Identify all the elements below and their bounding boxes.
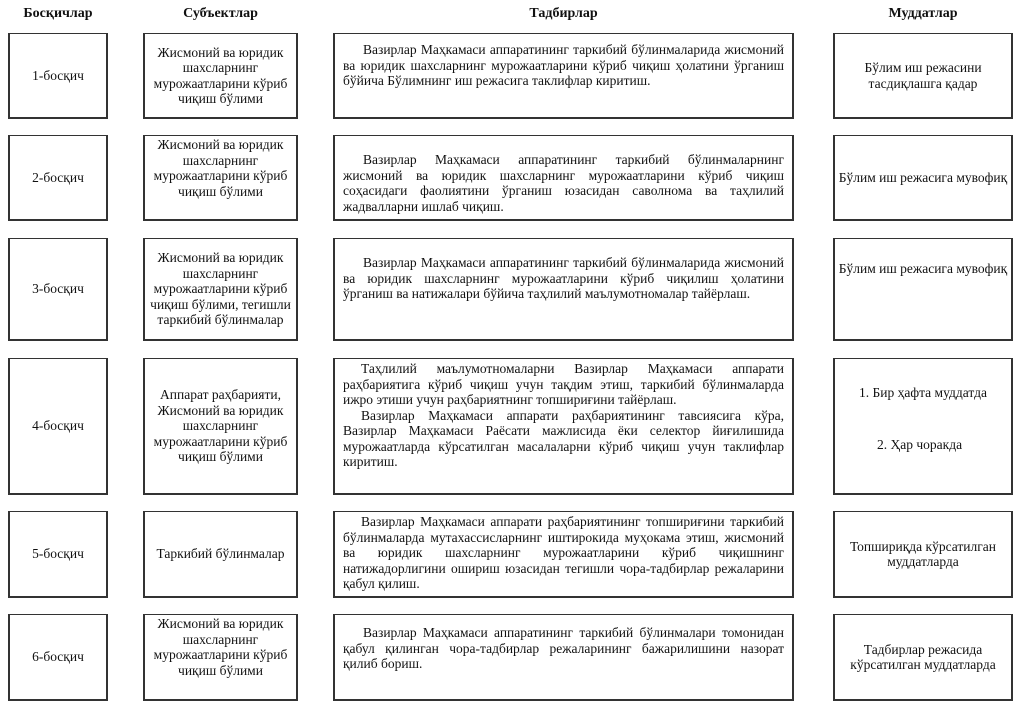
action-text: Вазирлар Маҳкамаси аппаратининг таркибий бўлинмаларида жисмоний ва юридик шахсларнинг мурожаатларини кўриб чиқилиш ҳолатини ўрганиш ва натижалари бўйича таҳлилий маълумотномалар тайёрлаш. [343, 255, 784, 301]
stage-box [8, 135, 108, 221]
subject-text: Жисмоний ва юридик шахсларнинг мурожаатларини кўриб чиқиш бўлими [153, 616, 288, 678]
subject-text: Жисмоний ва юридик шахсларнинг мурожаатларини кўриб чиқиш бўлими [153, 137, 288, 199]
action-text: Вазирлар Маҳкамаси аппарати раҳбариятининг тавсиясига кўра, Вазирлар Маҳкамаси Раёсати мажлисида ёки селектор йиғилишида мурожаатларда кўрсатилган масалаларни кўриб чиқиш учун таклифлар киритиш. [343, 407, 784, 469]
subject-text: Аппарат раҳбарияти, Жисмоний ва юридик шахсларнинг мурожаатларини кўриб чиқиш бўлими [153, 387, 288, 465]
stage-label: 2-босқич [32, 169, 84, 185]
action-box [333, 33, 794, 119]
deadline-item: 1. Бир ҳафта муддатда [859, 385, 987, 400]
action-box [333, 358, 794, 495]
deadline-text: Бўлим иш режасига мувофиқ [838, 261, 1008, 276]
action-box [333, 614, 794, 701]
deadline-box [833, 135, 1013, 221]
header-stages: Босқичлар [23, 6, 93, 21]
subject-text: Жисмоний ва юридик шахсларнинг мурожаатларини кўриб чиқиш бўлими [153, 44, 288, 106]
stage-box [8, 358, 108, 495]
deadline-box [833, 238, 1013, 341]
deadline-list [859, 375, 987, 462]
deadline-text: Топшириқда кўрсатилган муддатларда [849, 538, 997, 569]
action-text: Вазирлар Маҳкамаси аппаратининг таркибий бўлинмалари томонидан қабул қилинган чора-тадбирлар режаларининг бажарилишини назорат қилиб бориш. [343, 625, 784, 671]
deadline-text: Тадбирлар режасида кўрсатилган муддатларда [850, 641, 996, 672]
deadline-box [833, 33, 1013, 119]
header-subjects: Субъектлар [183, 6, 258, 21]
header-deadlines: Муддатлар [888, 6, 958, 21]
stage-label: 3-босқич [32, 281, 84, 297]
action-text: Вазирлар Маҳкамаси аппаратининг таркибий бўлинмаларнинг жисмоний ва юридик шахсларнинг мурожаатларини кўриб чиқиш соҳасидаги фаолиятини ўрганиш юзасидан саволнома ва таҳлилий жадвалларни ишлаб чиқиш. [343, 152, 784, 214]
deadline-box [833, 358, 1013, 495]
subject-box [143, 614, 298, 701]
stage-label: 4-босқич [32, 418, 84, 434]
deadline-box [833, 614, 1013, 701]
deadline-text: Бўлим иш режасига мувофиқ [838, 169, 1008, 185]
header-actions: Тадбирлар [529, 6, 598, 21]
stage-box [8, 614, 108, 701]
subject-text: Таркибий бўлинмалар [156, 546, 285, 562]
action-text: Вазирлар Маҳкамаси аппарати раҳбариятининг топшириғини таркибий бўлинмаларда мутахассисларнинг иштирокида муҳокама этиш, жисмоний ва юридик шахсларнинг мурожаатларини кўриб чиқишнинг натижадорлигини ошириш юзасидан тегишли чора-тадбирлар режаларини қабул қилиш. [343, 514, 784, 591]
subject-box [143, 33, 298, 119]
stage-label: 1-босқич [32, 67, 84, 83]
subject-box [143, 511, 298, 598]
stage-box [8, 511, 108, 598]
deadline-item: 2. Ҳар чоракда [877, 436, 963, 452]
stage-box [8, 33, 108, 119]
deadline-text: Бўлим иш режасини тасдиқлашга қадар [864, 60, 982, 91]
subject-box [143, 238, 298, 341]
deadline-box [833, 511, 1013, 598]
subject-box [143, 358, 298, 495]
stage-label: 5-босқич [32, 546, 84, 562]
subject-box [143, 135, 298, 221]
action-text: Вазирлар Маҳкамаси аппаратининг таркибий бўлинмаларида жисмоний ва юридик шахсларнинг мурожаатларини кўриб чиқиш ҳолатини ўрганиш бўйича Бўлимнинг иш режасига таклифлар киритиш. [343, 42, 784, 88]
stage-box [8, 238, 108, 341]
action-box [333, 511, 794, 598]
stage-label: 6-босқич [32, 649, 84, 665]
action-text: Таҳлилий маълумотномаларни Вазирлар Маҳкамаси аппарати раҳбариятига кўриб чиқиш учун тақдим этиш, таркибий бўлинмаларда ижро этиши учун раҳбариятнинг топшириғини тайёрлаш. [343, 361, 784, 407]
action-box [333, 238, 794, 341]
subject-text: Жисмоний ва юридик шахсларнинг мурожаатларини кўриб чиқиш бўлими, тегишли таркибий бўлинмалар [150, 250, 291, 328]
action-box [333, 135, 794, 221]
